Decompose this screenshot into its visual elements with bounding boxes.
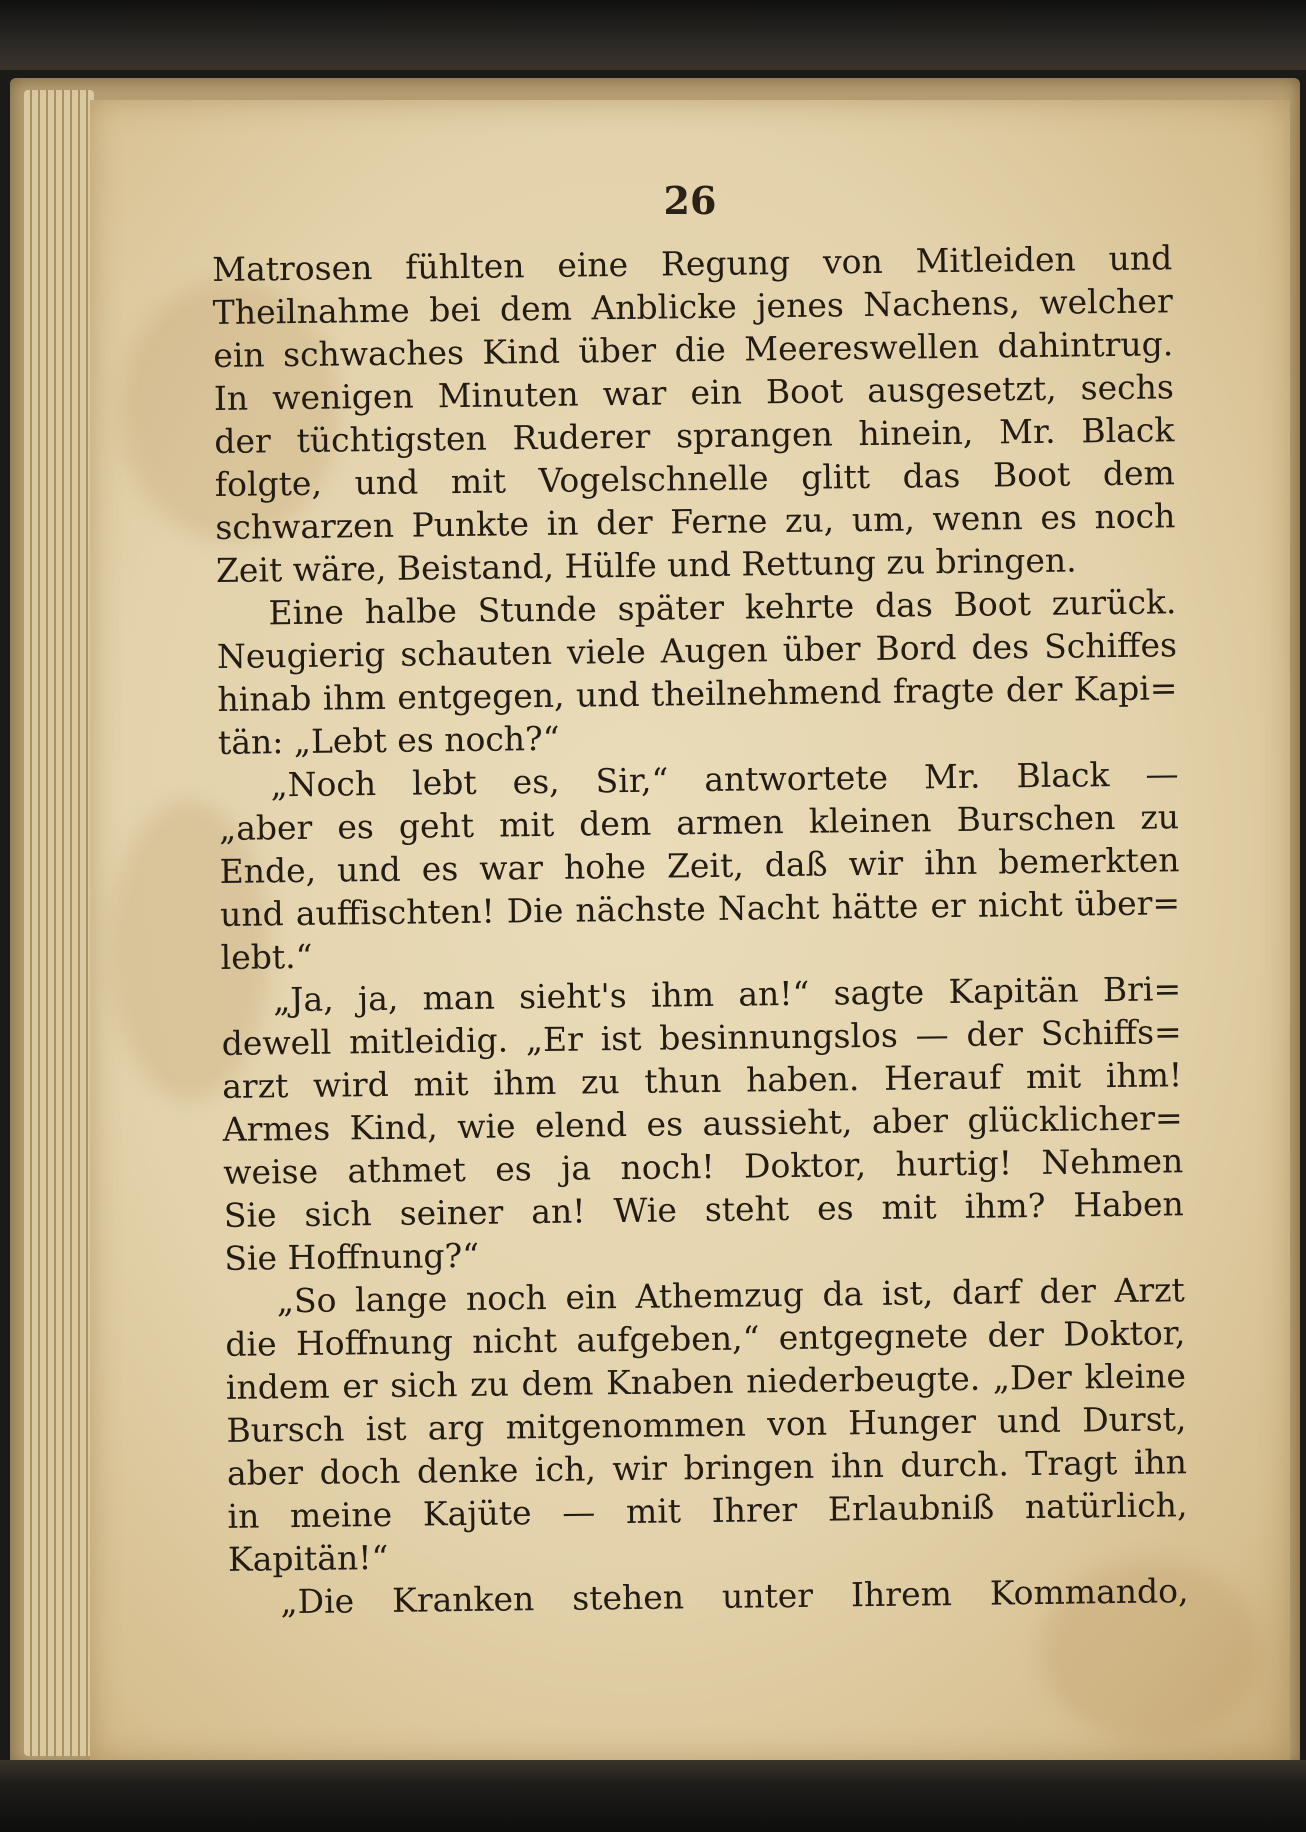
text-line: „Die Kranken stehen unter Ihrem Kommando,	[280, 1571, 1189, 1622]
text-line: aber doch denke ich, wir bringen ihn durch. Tragt ihn	[226, 1442, 1188, 1493]
scan-background-bottom	[0, 1760, 1306, 1832]
text-line: in meine Kajüte — mit Ihrer Erlaubniß natürlich,	[227, 1485, 1188, 1536]
text-line: lebt.“	[220, 936, 313, 977]
text-line: Kapitän!“	[227, 1537, 389, 1579]
text-line: indem er sich zu dem Knaben niederbeugte. „Der kleine	[225, 1356, 1187, 1407]
scan-background-top	[0, 0, 1306, 70]
text-line: Bursch ist arg mitgenommen von Hunger und Durst,	[226, 1399, 1187, 1450]
text-line: Matrosen fühlten eine Regung von Mitleiden und	[212, 238, 1173, 289]
text-line: „Noch lebt es, Sir,“ antwortete Mr. Black —	[270, 754, 1179, 805]
text-line: die Hoffnung nicht aufgeben,“ entgegnete der Doktor,	[225, 1313, 1186, 1364]
text-line: hinab ihm entgegen, und theilnehmend fragte der Kapi=	[217, 668, 1178, 719]
text-line: und auffischten! Die nächste Nacht hätte er nicht über=	[219, 883, 1181, 934]
text-line: der tüchtigsten Ruderer sprangen hinein, Mr. Black	[214, 410, 1175, 461]
text-line: In wenigen Minuten war ein Boot ausgesetzt, sechs	[213, 367, 1175, 418]
text-line: Zeit wäre, Beistand, Hülfe und Rettung zu bringen.	[215, 540, 1077, 590]
page-number: 26	[663, 178, 717, 223]
text-line: ein schwaches Kind über die Meereswellen dahintrug.	[213, 324, 1174, 375]
text-line: Eine halbe Stunde später kehrte das Boot zurück.	[268, 582, 1177, 633]
book-page	[90, 100, 1290, 1760]
body-text	[212, 236, 1189, 1624]
text-line: Theilnahme bei dem Anblicke jenes Nachens, welcher	[212, 281, 1173, 332]
text-line: arzt wird mit ihm zu thun haben. Herauf mit ihm!	[222, 1055, 1183, 1106]
text-line: tän: „Lebt es noch?“	[217, 718, 560, 762]
text-line: Sie Hoffnung?“	[224, 1235, 480, 1278]
text-line: schwarzen Punkte in der Ferne zu, um, wenn es noch	[215, 496, 1176, 547]
text-line: folgte, und mit Vogelschnelle glitt das Boot dem	[214, 453, 1176, 504]
text-line: Armes Kind, wie elend es aussieht, aber glücklicher=	[222, 1098, 1183, 1149]
text-line: „So lange noch ein Athemzug da ist, darf der Arzt	[276, 1270, 1186, 1321]
text-line: „aber es geht mit dem armen kleinen Burschen zu	[218, 797, 1180, 848]
text-line: Neugierig schauten viele Augen über Bord des Schiffes	[216, 625, 1178, 676]
text-line: dewell mitleidig. „Er ist besinnungslos — der Schiffs=	[221, 1012, 1182, 1063]
text-line: „Ja, ja, man sieht's ihm an!“ sagte Kapitän Bri=	[272, 969, 1182, 1020]
text-line: Sie sich seiner an! Wie steht es mit ihm? Haben	[223, 1184, 1184, 1235]
text-line: weise athmet es ja noch! Doktor, hurtig! Nehmen	[223, 1141, 1184, 1192]
text-line: Ende, und es war hohe Zeit, daß wir ihn bemerkten	[219, 840, 1180, 891]
